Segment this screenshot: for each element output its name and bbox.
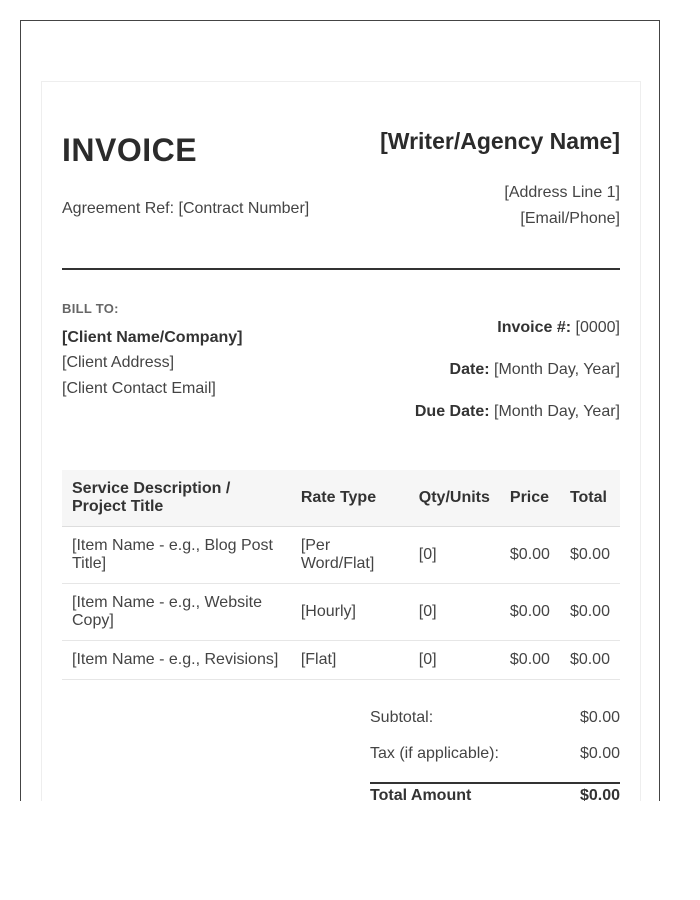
table-row	[62, 641, 620, 680]
due-date-value: [Month Day, Year]	[494, 403, 620, 420]
client-email: [Client Contact Email]	[62, 380, 216, 397]
document-frame	[20, 20, 660, 801]
item-qty: [0]	[409, 584, 500, 641]
invoice-title: INVOICE	[62, 132, 198, 168]
client-address: [Client Address]	[62, 354, 175, 371]
invoice-date-label: Date:	[449, 361, 490, 378]
item-price: $0.00	[500, 641, 560, 680]
table-row	[62, 527, 620, 584]
agreement-ref-label: Agreement Ref:	[62, 200, 175, 217]
invoice-page	[41, 81, 641, 801]
item-qty: [0]	[409, 641, 500, 680]
item-total: $0.00	[560, 584, 620, 641]
sender-address: [Address Line 1]	[504, 184, 620, 201]
column-header-rate-type: Rate Type	[291, 470, 409, 527]
item-qty: [0]	[409, 527, 500, 584]
total-amount-label: Total Amount	[370, 787, 472, 801]
agency-name: [Writer/Agency Name]	[380, 128, 620, 154]
item-rate-type: [Hourly]	[291, 584, 409, 641]
table-header-row	[62, 470, 620, 527]
column-header-price: Price	[500, 470, 560, 527]
item-price: $0.00	[500, 584, 560, 641]
item-total: $0.00	[560, 527, 620, 584]
item-price: $0.00	[500, 527, 560, 584]
agreement-ref	[62, 200, 309, 218]
item-description: [Item Name - e.g., Blog Post Title]	[62, 527, 291, 584]
item-rate-type: [Per Word/Flat]	[291, 527, 409, 584]
item-description: [Item Name - e.g., Revisions]	[62, 641, 291, 680]
column-header-total: Total	[560, 470, 620, 527]
invoice-due-date	[415, 403, 620, 421]
due-date-label: Due Date:	[414, 403, 490, 420]
column-header-qty: Qty/Units	[409, 470, 500, 527]
invoice-number-value: [0000]	[575, 319, 620, 336]
invoice-date	[450, 361, 620, 379]
agreement-ref-value: [Contract Number]	[178, 200, 310, 217]
invoice-date-value: [Month Day, Year]	[494, 361, 620, 378]
client-name: [Client Name/Company]	[62, 329, 243, 346]
item-rate-type: [Flat]	[291, 641, 409, 680]
subtotal-label: Subtotal:	[370, 709, 434, 726]
header-divider	[62, 268, 620, 270]
bill-to-label: BILL TO:	[62, 301, 119, 316]
total-divider	[370, 782, 620, 784]
subtotal-value: $0.00	[579, 709, 620, 726]
tax-label: Tax (if applicable):	[370, 745, 499, 762]
line-items-table	[62, 470, 620, 680]
invoice-number	[497, 319, 620, 337]
tax-value: $0.00	[579, 745, 620, 762]
item-total: $0.00	[560, 641, 620, 680]
sender-contact: [Email/Phone]	[520, 210, 620, 227]
total-amount-value: $0.00	[579, 787, 620, 801]
table-row	[62, 584, 620, 641]
item-description: [Item Name - e.g., Website Copy]	[62, 584, 291, 641]
invoice-number-label: Invoice #:	[497, 319, 572, 336]
column-header-description: Service Description / Project Title	[62, 470, 291, 527]
